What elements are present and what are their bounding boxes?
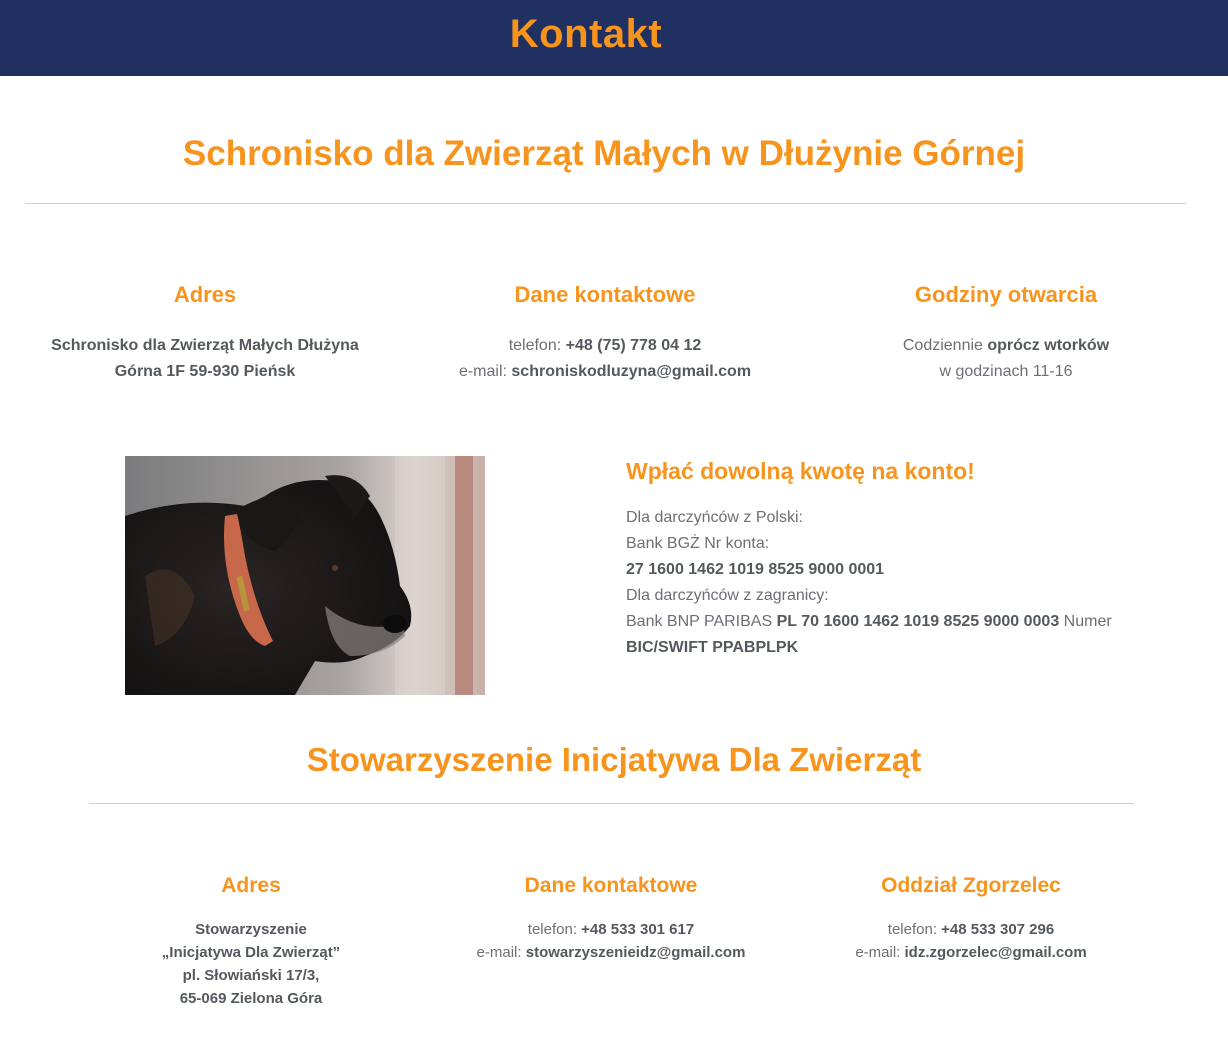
shelter-address-heading: Adres — [173, 282, 237, 307]
shelter-contact-heading: Dane kontaktowe — [514, 282, 696, 307]
email-label: e-mail: — [476, 944, 526, 961]
email-label: e-mail: — [855, 944, 905, 961]
hours-exception: oprócz wtorków — [987, 337, 1110, 354]
association-address-line4: 65-069 Zielona Góra — [179, 990, 323, 1007]
page-title: Kontakt — [509, 11, 663, 56]
email-label: e-mail: — [458, 363, 512, 380]
shelter-title: Schronisko dla Zwierząt Małych w Dłużynie Górnej — [182, 134, 1026, 173]
association-divider — [89, 803, 1134, 804]
phone-label: telefon: — [527, 921, 582, 938]
shelter-address-line1: Schronisko dla Zwierząt Małych Dłużyna — [51, 337, 359, 354]
donation-heading: Wpłać dowolną kwotę na konto! — [626, 458, 975, 484]
association-email-link[interactable]: stowarzyszenieidz@gmail.com — [525, 944, 746, 961]
branch-zgorzelec-column — [821, 874, 1121, 964]
hours-prefix: Codziennie — [902, 337, 988, 354]
dog-photo — [125, 456, 485, 695]
swift-code: BIC/SWIFT PPABPLPK — [626, 639, 799, 656]
association-address-line2: „Inicjatywa Dla Zwierząt” — [161, 944, 341, 961]
shelter-hours-column — [826, 282, 1186, 385]
association-contact-heading: Dane kontaktowe — [524, 874, 698, 897]
shelter-hours-heading: Godziny otwarcia — [914, 282, 1098, 307]
hours-range: w godzinach 11-16 — [939, 363, 1073, 380]
branch-phone-link[interactable]: +48 533 307 296 — [941, 921, 1055, 938]
phone-label: telefon: — [887, 921, 942, 938]
branch-email-link[interactable]: idz.zgorzelec@gmail.com — [904, 944, 1087, 961]
branch-heading: Oddział Zgorzelec — [881, 874, 1061, 897]
swift-prefix: Numer — [1059, 613, 1112, 630]
association-address-line3: pl. Słowiański 17/3, — [182, 967, 320, 984]
shelter-divider — [25, 203, 1186, 204]
domestic-account-number: 27 1600 1462 1019 8525 9000 0001 — [626, 561, 885, 578]
association-phone-link[interactable]: +48 533 301 617 — [581, 921, 695, 938]
shelter-address-column — [25, 282, 385, 385]
phone-label: telefon: — [508, 337, 566, 354]
page-header-banner — [0, 0, 1228, 76]
shelter-email-link[interactable]: schroniskodluzyna@gmail.com — [511, 363, 752, 380]
association-address-line1: Stowarzyszenie — [195, 921, 307, 938]
domestic-donors-label: Dla darczyńców z Polski: — [626, 509, 803, 526]
association-address-column — [101, 874, 401, 1010]
shelter-phone-link[interactable]: +48 (75) 778 04 12 — [565, 337, 702, 354]
association-title: Stowarzyszenie Inicjatywa Dla Zwierząt — [306, 741, 922, 778]
domestic-bank: Bank BGŻ Nr konta: — [626, 535, 770, 552]
foreign-account-number: PL 70 1600 1462 1019 8525 9000 0003 — [776, 613, 1060, 630]
shelter-contact-column — [425, 282, 785, 385]
donation-block — [626, 458, 1186, 661]
association-address-heading: Adres — [221, 874, 281, 897]
association-contact-column — [461, 874, 761, 964]
shelter-address-text — [25, 333, 385, 385]
foreign-donors-label: Dla darczyńców z zagranicy: — [626, 587, 829, 604]
foreign-bank: Bank BNP PARIBAS — [626, 613, 777, 630]
shelter-address-line2: Górna 1F 59-930 Pieńsk — [114, 363, 296, 380]
